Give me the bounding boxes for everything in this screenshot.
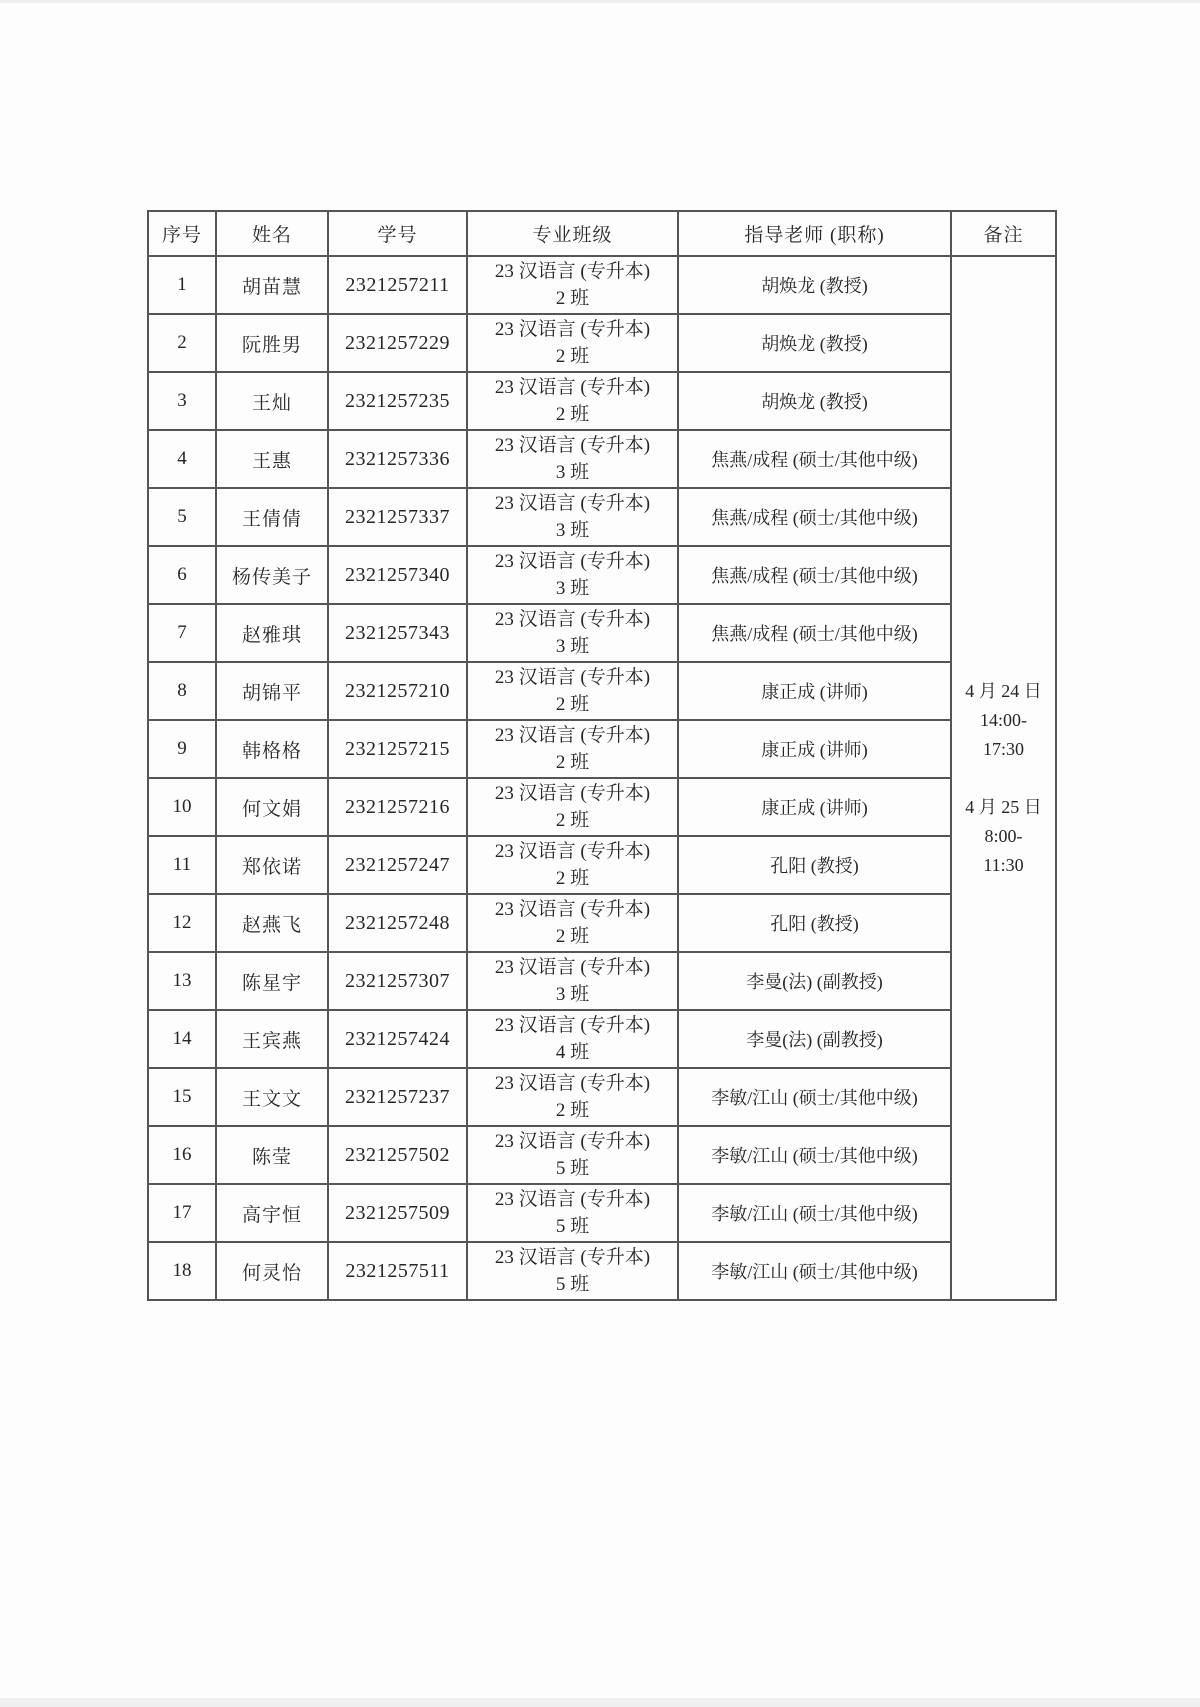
major-line: 23 汉语言 (专升本) <box>494 1189 651 1210</box>
cell-name: 胡锦平 <box>216 662 328 720</box>
cell-student-id: 2321257340 <box>328 546 467 604</box>
major-line: 23 汉语言 (专升本) <box>494 551 651 572</box>
cell-advisor: 李敏/江山 (硕士/其他中级) <box>678 1242 951 1300</box>
cell-major-class <box>467 662 678 720</box>
table-row <box>148 720 1056 778</box>
remark-line: 8:00- <box>984 825 1023 846</box>
cell-major-class <box>467 1126 678 1184</box>
remark-line: 14:00- <box>980 709 1027 730</box>
header-serial-no: 序号 <box>148 211 216 256</box>
remark-spacer <box>1001 764 1006 793</box>
cell-student-id: 2321257216 <box>328 778 467 836</box>
cell-serial-no: 17 <box>148 1184 216 1242</box>
cell-name: 阮胜男 <box>216 314 328 372</box>
class-line: 2 班 <box>555 288 590 309</box>
cell-name: 王倩倩 <box>216 488 328 546</box>
header-advisor: 指导老师 (职称) <box>678 211 951 256</box>
cell-major-class <box>467 1184 678 1242</box>
cell-major-class <box>467 314 678 372</box>
cell-advisor: 李曼(法) (副教授) <box>678 952 951 1010</box>
cell-student-id: 2321257307 <box>328 952 467 1010</box>
class-line: 5 班 <box>555 1274 590 1295</box>
remark-line: 4 月 24 日 <box>965 680 1042 701</box>
header-row <box>148 211 1056 256</box>
class-line: 2 班 <box>555 926 590 947</box>
cell-student-id: 2321257343 <box>328 604 467 662</box>
cell-major-class <box>467 952 678 1010</box>
cell-major-class <box>467 1010 678 1068</box>
cell-student-id: 2321257424 <box>328 1010 467 1068</box>
cell-name: 高宇恒 <box>216 1184 328 1242</box>
cell-major-class <box>467 256 678 314</box>
cell-name: 杨传美子 <box>216 546 328 604</box>
table-row <box>148 1242 1056 1300</box>
major-line: 23 汉语言 (专升本) <box>494 1073 651 1094</box>
cell-major-class <box>467 372 678 430</box>
cell-name: 何灵怡 <box>216 1242 328 1300</box>
cell-major-class <box>467 546 678 604</box>
cell-student-id: 2321257210 <box>328 662 467 720</box>
cell-major-class <box>467 720 678 778</box>
class-line: 3 班 <box>555 636 590 657</box>
table-row <box>148 372 1056 430</box>
table-row <box>148 894 1056 952</box>
page-bottom-edge <box>0 1698 1200 1707</box>
class-line: 3 班 <box>555 578 590 599</box>
major-line: 23 汉语言 (专升本) <box>494 957 651 978</box>
cell-major-class <box>467 836 678 894</box>
cell-serial-no: 7 <box>148 604 216 662</box>
cell-student-id: 2321257337 <box>328 488 467 546</box>
cell-advisor: 焦燕/成程 (硕士/其他中级) <box>678 430 951 488</box>
table-row <box>148 1068 1056 1126</box>
cell-serial-no: 5 <box>148 488 216 546</box>
cell-remark-merged <box>951 256 1056 1300</box>
cell-name: 陈莹 <box>216 1126 328 1184</box>
cell-advisor: 李曼(法) (副教授) <box>678 1010 951 1068</box>
class-line: 2 班 <box>555 346 590 367</box>
cell-name: 赵雅琪 <box>216 604 328 662</box>
cell-name: 郑依诺 <box>216 836 328 894</box>
class-line: 2 班 <box>555 694 590 715</box>
major-line: 23 汉语言 (专升本) <box>494 261 651 282</box>
table-row <box>148 430 1056 488</box>
cell-advisor: 焦燕/成程 (硕士/其他中级) <box>678 604 951 662</box>
remark-line: 11:30 <box>983 854 1024 875</box>
major-line: 23 汉语言 (专升本) <box>494 1247 651 1268</box>
table-row <box>148 662 1056 720</box>
cell-name: 韩格格 <box>216 720 328 778</box>
cell-name: 王惠 <box>216 430 328 488</box>
table-row <box>148 836 1056 894</box>
cell-advisor: 胡焕龙 (教授) <box>678 372 951 430</box>
cell-serial-no: 13 <box>148 952 216 1010</box>
cell-advisor: 焦燕/成程 (硕士/其他中级) <box>678 488 951 546</box>
major-line: 23 汉语言 (专升本) <box>494 1131 651 1152</box>
major-line: 23 汉语言 (专升本) <box>494 1015 651 1036</box>
major-line: 23 汉语言 (专升本) <box>494 783 651 804</box>
major-line: 23 汉语言 (专升本) <box>494 609 651 630</box>
cell-advisor: 胡焕龙 (教授) <box>678 256 951 314</box>
cell-advisor: 康正成 (讲师) <box>678 720 951 778</box>
header-major-class: 专业班级 <box>467 211 678 256</box>
student-advisor-roster-table <box>147 210 1057 1301</box>
cell-major-class <box>467 604 678 662</box>
header-remark: 备注 <box>951 211 1056 256</box>
cell-serial-no: 12 <box>148 894 216 952</box>
cell-serial-no: 18 <box>148 1242 216 1300</box>
cell-name: 胡苗慧 <box>216 256 328 314</box>
class-line: 2 班 <box>555 868 590 889</box>
table-row <box>148 778 1056 836</box>
table-row <box>148 604 1056 662</box>
header-student-id: 学号 <box>328 211 467 256</box>
cell-student-id: 2321257229 <box>328 314 467 372</box>
class-line: 3 班 <box>555 520 590 541</box>
cell-advisor: 焦燕/成程 (硕士/其他中级) <box>678 546 951 604</box>
class-line: 5 班 <box>555 1216 590 1237</box>
table-row <box>148 1184 1056 1242</box>
cell-student-id: 2321257237 <box>328 1068 467 1126</box>
table-row <box>148 546 1056 604</box>
cell-advisor: 孔阳 (教授) <box>678 894 951 952</box>
cell-advisor: 康正成 (讲师) <box>678 778 951 836</box>
cell-serial-no: 9 <box>148 720 216 778</box>
major-line: 23 汉语言 (专升本) <box>494 667 651 688</box>
remark-schedule <box>952 677 1055 880</box>
major-line: 23 汉语言 (专升本) <box>494 899 651 920</box>
header-name: 姓名 <box>216 211 328 256</box>
cell-advisor: 孔阳 (教授) <box>678 836 951 894</box>
cell-name: 赵燕飞 <box>216 894 328 952</box>
cell-name: 陈星宇 <box>216 952 328 1010</box>
page-top-edge <box>0 0 1200 3</box>
cell-serial-no: 15 <box>148 1068 216 1126</box>
cell-serial-no: 4 <box>148 430 216 488</box>
cell-major-class <box>467 1068 678 1126</box>
class-line: 3 班 <box>555 984 590 1005</box>
cell-student-id: 2321257235 <box>328 372 467 430</box>
cell-serial-no: 10 <box>148 778 216 836</box>
table-row <box>148 256 1056 314</box>
class-line: 2 班 <box>555 752 590 773</box>
class-line: 2 班 <box>555 404 590 425</box>
cell-advisor: 胡焕龙 (教授) <box>678 314 951 372</box>
cell-student-id: 2321257502 <box>328 1126 467 1184</box>
cell-student-id: 2321257248 <box>328 894 467 952</box>
cell-serial-no: 1 <box>148 256 216 314</box>
major-line: 23 汉语言 (专升本) <box>494 725 651 746</box>
cell-serial-no: 2 <box>148 314 216 372</box>
class-line: 5 班 <box>555 1158 590 1179</box>
cell-serial-no: 16 <box>148 1126 216 1184</box>
table-row <box>148 1126 1056 1184</box>
class-line: 4 班 <box>555 1042 590 1063</box>
cell-advisor: 李敏/江山 (硕士/其他中级) <box>678 1126 951 1184</box>
class-line: 3 班 <box>555 462 590 483</box>
table-row <box>148 952 1056 1010</box>
cell-student-id: 2321257511 <box>328 1242 467 1300</box>
remark-line: 17:30 <box>982 738 1024 759</box>
cell-name: 王宾燕 <box>216 1010 328 1068</box>
cell-name: 王灿 <box>216 372 328 430</box>
major-line: 23 汉语言 (专升本) <box>494 493 651 514</box>
major-line: 23 汉语言 (专升本) <box>494 841 651 862</box>
cell-serial-no: 3 <box>148 372 216 430</box>
cell-major-class <box>467 1242 678 1300</box>
cell-major-class <box>467 430 678 488</box>
cell-name: 何文娟 <box>216 778 328 836</box>
cell-advisor: 李敏/江山 (硕士/其他中级) <box>678 1068 951 1126</box>
table-row <box>148 314 1056 372</box>
cell-advisor: 李敏/江山 (硕士/其他中级) <box>678 1184 951 1242</box>
cell-student-id: 2321257336 <box>328 430 467 488</box>
remark-line: 4 月 25 日 <box>965 796 1042 817</box>
cell-student-id: 2321257509 <box>328 1184 467 1242</box>
cell-major-class <box>467 894 678 952</box>
table-row <box>148 488 1056 546</box>
cell-serial-no: 8 <box>148 662 216 720</box>
class-line: 2 班 <box>555 1100 590 1121</box>
table-row <box>148 1010 1056 1068</box>
cell-serial-no: 11 <box>148 836 216 894</box>
cell-serial-no: 6 <box>148 546 216 604</box>
class-line: 2 班 <box>555 810 590 831</box>
cell-major-class <box>467 488 678 546</box>
cell-major-class <box>467 778 678 836</box>
cell-student-id: 2321257211 <box>328 256 467 314</box>
major-line: 23 汉语言 (专升本) <box>494 377 651 398</box>
major-line: 23 汉语言 (专升本) <box>494 319 651 340</box>
cell-advisor: 康正成 (讲师) <box>678 662 951 720</box>
major-line: 23 汉语言 (专升本) <box>494 435 651 456</box>
cell-student-id: 2321257215 <box>328 720 467 778</box>
cell-serial-no: 14 <box>148 1010 216 1068</box>
cell-student-id: 2321257247 <box>328 836 467 894</box>
cell-name: 王文文 <box>216 1068 328 1126</box>
